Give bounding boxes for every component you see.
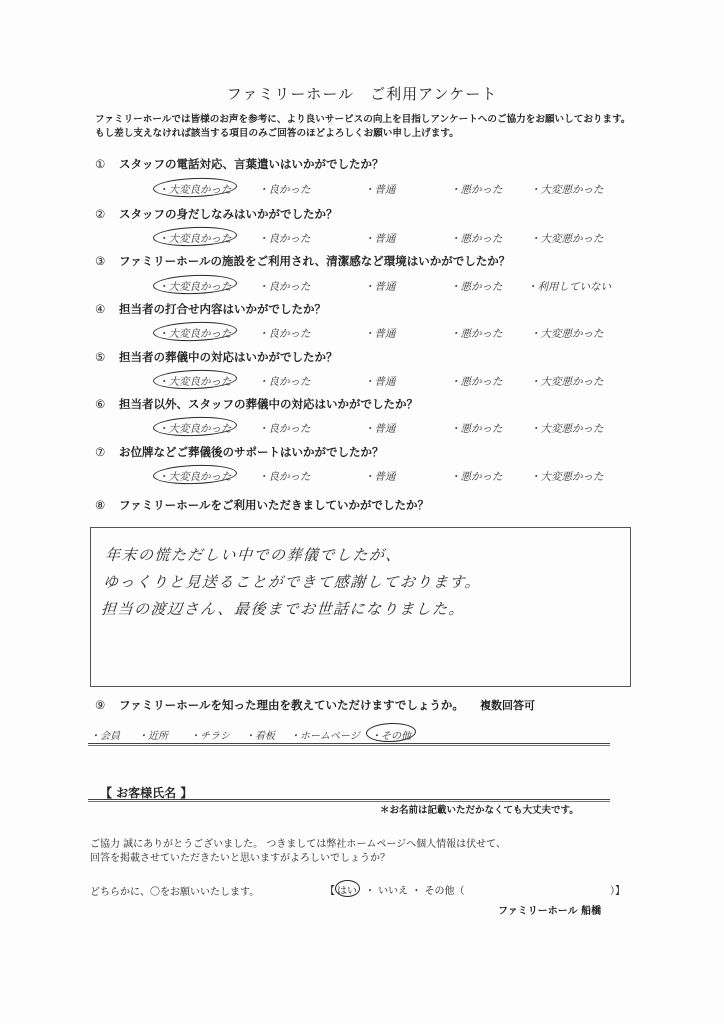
option-bad[interactable]: ・悪かった <box>450 233 503 245</box>
comment-line-3: 担当の渡辺さん、最後までお世話になりました。 <box>100 600 466 618</box>
consent-options <box>325 882 635 898</box>
option-flyer[interactable]: ・チラシ <box>190 731 230 742</box>
question-4-options <box>0 326 724 344</box>
option-good[interactable]: ・良かった <box>258 233 311 245</box>
question-number: ② <box>95 207 106 221</box>
intro-text <box>95 113 655 141</box>
question-1 <box>95 156 384 172</box>
question-text: スタッフの電話対応、言葉遣いはいかがでしたか？ <box>119 157 384 171</box>
question-3 <box>95 253 510 269</box>
option-good[interactable]: ・良かった <box>258 423 311 435</box>
option-very-good-selected[interactable]: ・大変良かった <box>158 471 232 483</box>
option-bad[interactable]: ・悪かった <box>450 376 503 388</box>
option-other-selected[interactable]: ・その他 <box>371 727 411 742</box>
question-7-options <box>0 469 724 487</box>
consent-no-other[interactable]: ・ いいえ ・ その他（ <box>365 886 465 897</box>
question-text: 担当者の打合せ内容はいかがでしたか？ <box>119 302 327 316</box>
option-good[interactable]: ・良かった <box>258 471 311 483</box>
question-2 <box>95 206 338 222</box>
intro-line-2: もし差し支えなければ該当する項目のみご回答のほどよろしくお願い申し上げます。 <box>95 128 459 139</box>
option-very-good-selected[interactable]: ・大変良かった <box>158 328 232 340</box>
option-bad[interactable]: ・悪かった <box>450 423 503 435</box>
intro-line-1: ファミリーホールでは皆様のお声を参考に、より良いサービスの向上を目指しアンケートへのご協力をお願いしております。 <box>95 114 631 125</box>
option-very-bad[interactable]: ・大変悪かった <box>530 233 604 245</box>
question-text: 担当者の葬儀中の対応はいかがでしたか？ <box>119 350 338 364</box>
option-average[interactable]: ・普通 <box>364 328 396 340</box>
option-average[interactable]: ・普通 <box>364 281 396 293</box>
option-member[interactable]: ・会員 <box>90 731 120 742</box>
question-8 <box>95 497 429 513</box>
option-very-bad[interactable]: ・大変悪かった <box>530 471 604 483</box>
option-very-good-selected[interactable]: ・大変良かった <box>158 281 232 293</box>
signature: ファミリーホール 船橋 <box>498 906 602 917</box>
option-very-good-selected[interactable]: ・大変良かった <box>158 233 232 245</box>
option-bad[interactable]: ・悪かった <box>450 281 503 293</box>
option-not-used[interactable]: ・利用していない <box>527 281 611 293</box>
question-4 <box>95 301 326 317</box>
question-3-options <box>0 279 724 297</box>
question-number: ③ <box>95 254 106 268</box>
question-text: 担当者以外、スタッフの葬儀中の対応はいかがでしたか？ <box>119 397 419 411</box>
option-very-good-selected[interactable]: ・大変良かった <box>158 423 232 435</box>
question-5 <box>95 349 338 365</box>
option-very-good-selected[interactable]: ・大変良かった <box>158 376 232 388</box>
question-7 <box>95 444 384 460</box>
question-number: ① <box>95 157 106 171</box>
question-number: ⑧ <box>95 498 106 512</box>
question-text: ファミリーホールを知った理由を教えていただけますでしょうか。 <box>119 698 464 712</box>
option-good[interactable]: ・良かった <box>258 328 311 340</box>
multiple-answers-note: 複数回答可 <box>480 699 535 712</box>
question-number: ⑥ <box>95 397 106 411</box>
comment-textarea[interactable] <box>90 527 631 687</box>
closing-line-1: ご協力 誠にありがとうございました。 つきましては弊社ホームページへ個人情報は伏せて、 <box>90 839 506 850</box>
option-average[interactable]: ・普通 <box>364 376 396 388</box>
option-average[interactable]: ・普通 <box>364 184 396 196</box>
option-neighborhood[interactable]: ・近所 <box>138 731 168 742</box>
option-average[interactable]: ・普通 <box>364 471 396 483</box>
close-bracket: ）】 <box>610 886 625 897</box>
option-good[interactable]: ・良かった <box>258 281 311 293</box>
sources-underline <box>88 743 610 746</box>
question-1-options <box>0 182 724 200</box>
option-good[interactable]: ・良かった <box>258 376 311 388</box>
question-number: ⑨ <box>95 698 106 712</box>
option-very-bad[interactable]: ・大変悪かった <box>530 376 604 388</box>
comment-line-2: ゆっくりと見送ることができて感謝しております。 <box>102 573 482 591</box>
open-bracket: 【 <box>325 886 335 897</box>
option-very-bad[interactable]: ・大変悪かった <box>530 328 604 340</box>
question-2-options <box>0 231 724 249</box>
option-average[interactable]: ・普通 <box>364 423 396 435</box>
question-6 <box>95 396 418 412</box>
question-text: ファミリーホールをご利用いただきましていかがでしたか？ <box>119 498 430 512</box>
consent-prompt: どちらかに、〇をお願いいたします。 <box>90 887 260 898</box>
question-5-options <box>0 374 724 392</box>
question-number: ⑦ <box>95 445 106 459</box>
question-text: スタッフの身だしなみはいかがでしたか？ <box>119 207 338 221</box>
question-6-options <box>0 421 724 439</box>
option-very-bad[interactable]: ・大変悪かった <box>530 184 604 196</box>
option-bad[interactable]: ・悪かった <box>450 471 503 483</box>
question-text: お位牌などご葬儀後のサポートはいかがでしたか？ <box>119 445 384 459</box>
question-text: ファミリーホールの施設をご利用され、清潔感など環境はいかがでしたか？ <box>119 254 511 268</box>
option-signboard[interactable]: ・看板 <box>245 731 275 742</box>
handwritten-comment <box>100 542 484 623</box>
consent-yes-selected[interactable]: はい <box>337 882 357 897</box>
option-bad[interactable]: ・悪かった <box>450 328 503 340</box>
comment-line-1: 年末の慌ただしい中での葬儀でしたが、 <box>104 546 403 564</box>
customer-name-note: ＊お名前は記載いただかなくても大丈夫です。 <box>380 805 579 816</box>
option-bad[interactable]: ・悪かった <box>450 184 503 196</box>
option-very-bad[interactable]: ・大変悪かった <box>530 423 604 435</box>
closing-line-2: 回答を掲載させていただきたいと思いますがよろしいでしょうか？ <box>90 853 390 864</box>
option-good[interactable]: ・良かった <box>258 184 311 196</box>
closing-text <box>90 838 506 866</box>
customer-name-label: 【 お客様氏名 】 <box>100 786 193 800</box>
option-average[interactable]: ・普通 <box>364 233 396 245</box>
option-homepage[interactable]: ・ホームページ <box>290 731 360 742</box>
question-9 <box>95 697 464 713</box>
page-title: ファミリーホール ご利用アンケート <box>226 85 498 103</box>
question-number: ④ <box>95 302 106 316</box>
option-very-good-selected[interactable]: ・大変良かった <box>158 184 232 196</box>
question-9-options <box>90 727 610 743</box>
question-number: ⑤ <box>95 350 106 364</box>
